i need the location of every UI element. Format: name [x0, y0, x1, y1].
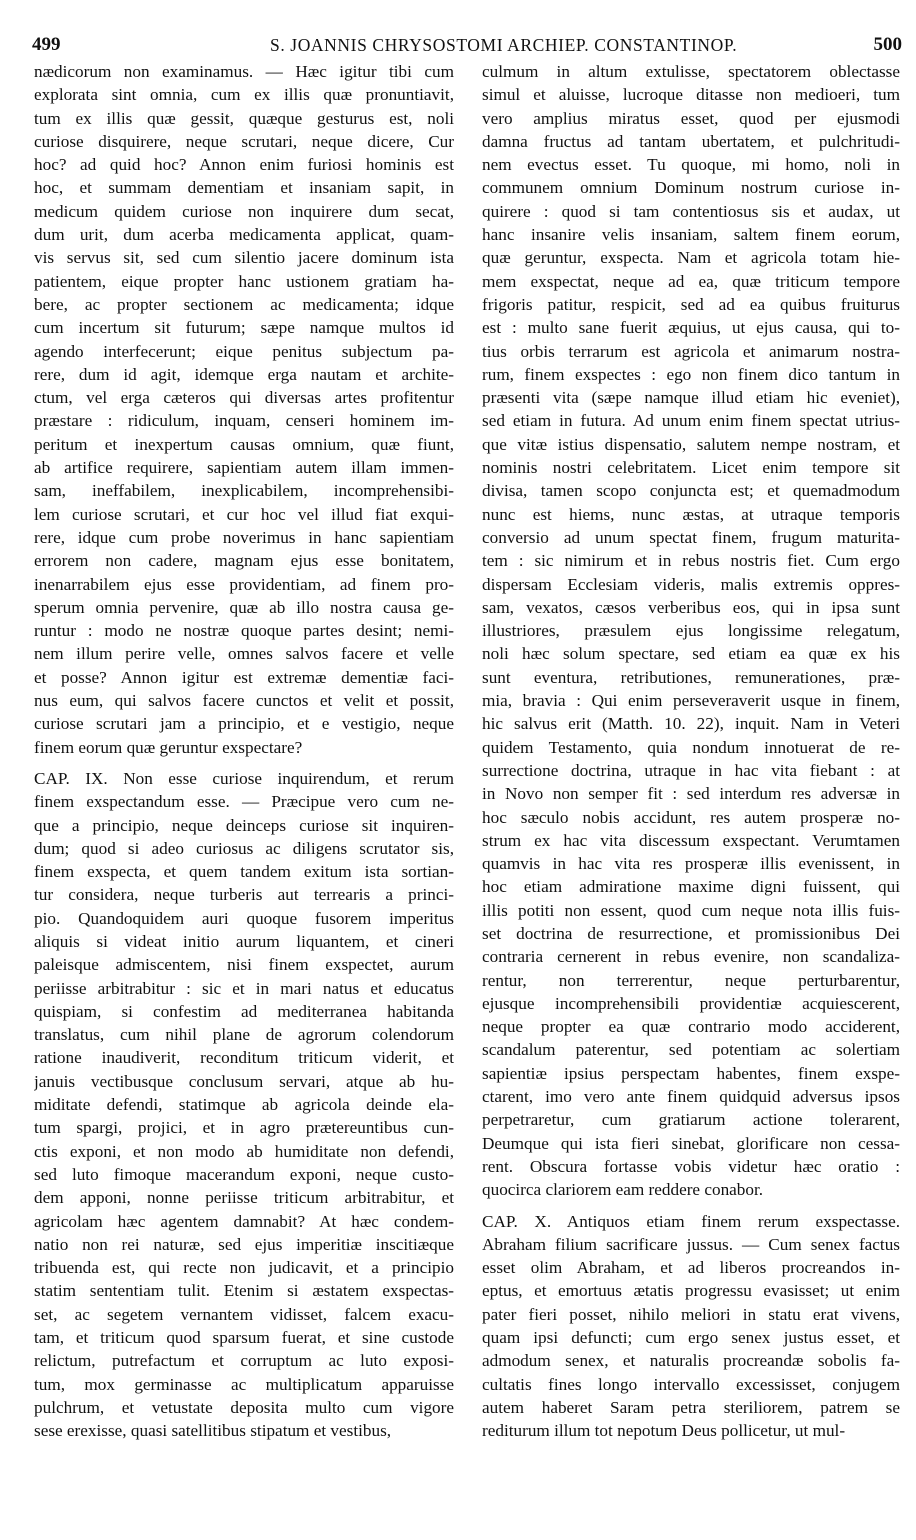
text-line: Abraham filium sacrificare jussus. — Cum senex factus: [482, 1234, 900, 1254]
text-line: strum ex hac vita discessum exspectant. Verumtamen: [482, 830, 900, 850]
text-line: curiose disquirere, neque scrutari, neque dicere, Cur: [34, 131, 454, 151]
running-title: S. JOANNIS CHRYSOSTOMI ARCHIEP. CONSTANTINOP.: [270, 35, 738, 55]
text-line: agendo interfecerunt; eique penitus subjectum pa-: [34, 341, 454, 361]
right-text-column: [482, 60, 900, 1530]
text-line: sunt eventura, retributiones, remunerationes, præ-: [482, 667, 900, 687]
paragraph-gap: [482, 1202, 900, 1210]
text-line: sam, vexatos, cæsos verberibus eos, qui in ipsa sunt: [482, 597, 900, 617]
text-line: pulchrum, et vetustate deposita multo cum vigore: [34, 1397, 454, 1417]
text-line: præsenti vita (sæpe namque illud etiam hic eveniet),: [482, 388, 900, 408]
text-line: runtur : modo ne nostræ quoque partes desint; nemi-: [34, 621, 454, 641]
text-line: conversio ad unum spectat finem, frugum maturita-: [482, 527, 900, 547]
left-text-column: [34, 60, 454, 1530]
text-line: tius orbis terrarum est agricola et animarum nostra-: [482, 341, 900, 361]
text-line: scandalum paterentur, sed potentiam ac solertiam: [482, 1040, 900, 1060]
text-line: communem omnium Dominum nostrum curiose in-: [482, 178, 900, 198]
text-line: tum, mox germinasse ac multiplicatum apparuisse: [34, 1374, 454, 1394]
text-line: nem illum perire velle, omnes salvos facere et velle: [34, 644, 454, 664]
text-line: aliquis si videat initio aurum liquantem, et cineri: [34, 931, 454, 951]
text-line: neque propter ea quæ contrario modo acciderent,: [482, 1017, 900, 1037]
text-line: eptus, et emortuus ætatis progressu evasisset; ut enim: [482, 1281, 900, 1301]
text-line: illis potiti non essent, quod cum neque nota illis fuis-: [482, 900, 900, 920]
text-line: hic salvus erit (Matth. 10. 22), inquit. Nam in Veteri: [482, 714, 900, 734]
text-line: sed luto fimoque macerandum exponi, neque custo-: [34, 1164, 454, 1184]
text-line: sese erexisse, quasi satellitibus stipatum et vestibus,: [34, 1421, 392, 1441]
text-line: tur considera, neque turberis aut terrearis a princi-: [34, 885, 454, 905]
text-line: hanc insanire velis insaniam, saltem finem eorum,: [482, 225, 900, 245]
page-number-right: 500: [873, 34, 902, 55]
text-line: rum, finem exspectes : ego non finem dico tantum in: [482, 364, 900, 384]
text-line: sed etiam in futura. Ad unum enim finem spectat utrius-: [482, 411, 900, 431]
text-line: paleisque admiscentem, nisi finem exspectet, aurum: [34, 955, 454, 975]
text-line: surrectione doctrina, utraque in hac vita fiebant : at: [482, 760, 900, 780]
text-line: hoc sæculo nobis accidunt, res autem prosperæ no-: [482, 807, 900, 827]
text-line: quam ipsi defuncti; cum ergo senex justus esset, et: [482, 1328, 900, 1348]
text-line: mem exspectat, neque ad ea, quæ triticum tempore: [482, 271, 900, 291]
text-line: sam, ineffabilem, inexplicabilem, incomprehensibi-: [34, 481, 454, 501]
text-line: translatus, cum nihil plane de agrorum colendorum: [34, 1025, 454, 1045]
text-line: ctum, vel erga cæteros qui diversas artes profitentur: [34, 388, 454, 408]
text-line: nominis nostri celebritatem. Licet enim tempore sit: [482, 458, 900, 478]
text-line: dum urit, dum acerba medicamenta applicat, quam-: [34, 225, 454, 245]
text-line: nem evectus esset. Tu quoque, mi homo, noli in: [482, 155, 900, 175]
text-line: divisa, tamen scopo conjuncta est; et quemadmodum: [482, 481, 900, 501]
text-line: quidem Testamento, quia nondum innotuerat de re-: [482, 737, 900, 757]
text-line: ab artifice requirere, sapientiam autem illam immen-: [34, 458, 454, 478]
text-line: rere, dum id agit, idemque erga nautam et archite-: [34, 364, 454, 384]
text-line: damna fructus ad tantam ubertatem, et pulchritudi-: [482, 131, 900, 151]
text-line: relictum, putrefactum et corruptum ac luto exposi-: [34, 1351, 454, 1371]
paragraph-gap: [34, 759, 454, 767]
text-line: ejusque incomprehensibili providentiæ acquiescerent,: [482, 993, 900, 1013]
text-line: esset olim Abraham, et ad liberos procreandos in-: [482, 1258, 900, 1278]
text-line: quocirca clariorem eam reddere conabor.: [482, 1180, 764, 1200]
text-line: cum incertum sit futurum; sæpe namque multos id: [34, 318, 454, 338]
text-line: hoc etiam admiratione maxime digni fuissent, qui: [482, 877, 900, 897]
text-line: finem eorum quæ geruntur exspectare?: [34, 737, 303, 757]
text-line: patientem, eique propter hanc ustionem gratiam ha-: [34, 271, 454, 291]
text-line: quæ geruntur, exspecta. Nam et agricola totam hie-: [482, 248, 900, 268]
text-line: tum ex illis quæ gessit, quæque gesturus est, noli: [34, 108, 454, 128]
text-line: agricolam hæc agentem damnabit? At hæc condem-: [34, 1211, 454, 1231]
text-line: ctarent, imo vero ante finem quidquid adversus ipsos: [482, 1087, 900, 1107]
text-line: vero amplius miratus esset, quod per ejusmodi: [482, 108, 900, 128]
text-line: bere, ac propter sectionem ac medicamenta; idque: [34, 294, 454, 314]
text-line: in Novo non semper fit : sed interdum res adversæ in: [482, 784, 900, 804]
text-line: rediturum illum tot nepotum Deus pollicetur, ut mul-: [482, 1421, 846, 1441]
text-line: errorem non cadere, magnam ejus esse bonitatem,: [34, 551, 454, 571]
text-line: finem exspecta, et quem tandem exitum ista sortian-: [34, 862, 454, 882]
text-line: pater fieri posset, nihilo meliori in statu erat vivens,: [482, 1304, 900, 1324]
text-line: pio. Quandoquidem auri quoque fusorem imperitus: [34, 908, 454, 928]
text-line: explorata sint omnia, cum ex illis quæ pronuntiavit,: [34, 85, 454, 105]
page-number-left: 499: [32, 34, 61, 55]
text-line: miditate defendi, statimque ab agricola deinde ela-: [34, 1095, 454, 1115]
text-line: et posse? Annon igitur est extremæ dementiæ faci-: [34, 667, 454, 687]
text-line: nus eum, qui salvos facere cunctos et velit et possit,: [34, 691, 454, 711]
text-line: noli hæc solum spectare, sed etiam ea quæ ex his: [482, 644, 900, 664]
text-line: que a principio, neque deinceps curiose sit inquiren-: [34, 815, 454, 835]
text-line: periisse arbitrabitur : sic et in mari natus et educatus: [34, 978, 454, 998]
text-line: sapientiæ ipsius perspectam habentes, finem exspe-: [482, 1063, 900, 1083]
text-line: culmum in altum extulisse, spectatorem oblectasse: [482, 62, 900, 81]
text-line: quirere : quod si tam contentiosus sis et audax, ut: [482, 201, 900, 221]
text-line: illustriores, præsulem ejus longissime relegatum,: [482, 621, 900, 641]
text-line: medicum quidem curiose non inquirere dum secat,: [34, 201, 454, 221]
text-line: cultatis fines longo intervallo excessisset, conjugem: [482, 1374, 900, 1394]
text-line: tem : sic nimirum et in rebus nostris fiet. Cum ergo: [482, 551, 900, 571]
text-line: vis servus sit, sed cum silentio jacere dominum ista: [34, 248, 454, 268]
text-line: est : multo sane fuerit æquius, ut ejus causa, qui to-: [482, 318, 900, 338]
text-line: admodum senex, et naturalis procreandæ sobolis fa-: [482, 1351, 900, 1371]
text-line: nædicorum non examinamus. — Hæc igitur tibi cum: [34, 62, 454, 81]
text-line: finem exspectandum esse. — Præcipue vero cum ne-: [34, 792, 454, 812]
text-line: tam, et triticum quod sparsum fuerat, et sine custode: [34, 1328, 454, 1348]
text-line: autem haberet Saram petra steriliorem, patrem se: [482, 1397, 900, 1417]
text-line: ctis exponi, et non modo ab humiditate non defendi,: [34, 1141, 454, 1161]
running-header: [32, 34, 902, 60]
text-line: statim sententiam tulit. Etenim si æstatem exspectas-: [34, 1281, 454, 1301]
text-line: curiose scrutari jam a principio, et e vestigio, neque: [34, 714, 454, 734]
text-line: ratione inaudiverit, reconditum triticum viderit, et: [34, 1048, 454, 1068]
text-line: dispersam Ecclesiam videris, malis extremis oppres-: [482, 574, 900, 594]
text-line: tribuenda est, qui recte non judicavit, et a principio: [34, 1258, 454, 1278]
text-line: natio non rei naturæ, sed ejus imperitiæ inscitiæque: [34, 1234, 454, 1254]
text-line: simul et aluisse, lucroque ditasse non medioeri, tum: [482, 85, 900, 105]
text-line: set, ac segetem vernantem vidisset, falcem exacu-: [34, 1304, 454, 1324]
text-line: frigoris patitur, respicit, sed ad ea quibus fruiturus: [482, 294, 900, 314]
text-line: rentur, non terrerentur, neque perturbarentur,: [482, 970, 900, 990]
text-line: set doctrina de resurrectione, et promissionibus Dei: [482, 923, 900, 943]
text-line: Deumque qui ista fieri sinebat, glorificare non cessa-: [482, 1133, 900, 1153]
text-line: perpetraretur, cum gratiarum actione tolerarent,: [482, 1110, 900, 1130]
text-line: rent. Obscura fortasse vobis videtur hæc oratio :: [482, 1156, 900, 1176]
text-line: nunc est hiems, nunc æstas, at utraque temporis: [482, 504, 900, 524]
text-line: sperum omnia pervenire, quæ ab illo nostra causa ge-: [34, 597, 454, 617]
text-line: mia, bravia : Qui enim perseveraverit usque in finem,: [482, 691, 900, 711]
text-line: præstare : ridiculum, inquam, censeri hominem im-: [34, 411, 454, 431]
text-line: contraria cernerent in rebus evenire, non scandaliza-: [482, 947, 900, 967]
text-line: hoc, et summam dementiam et insaniam sapit, in: [34, 178, 454, 198]
text-line: dum; quod si adeo curiosus ac diligens scrutator sis,: [34, 838, 454, 858]
text-line: rere, idque cum probe noverimus in hanc sapientiam: [34, 527, 454, 547]
text-line: quispiam, si confestim ad mediterranea habitanda: [34, 1001, 454, 1021]
text-line: dem apponi, nonne periisse triticum arbitrabitur, et: [34, 1188, 454, 1208]
text-line: tum spargi, projici, et in agro prætereuntibus cun-: [34, 1118, 454, 1138]
text-line: peritum et inexpertum causas omnium, quæ fiunt,: [34, 434, 454, 454]
text-line: quamvis in hac vita res prosperæ illis evenissent, in: [482, 854, 900, 874]
text-line: CAP. IX. Non esse curiose inquirendum, et rerum: [34, 768, 454, 788]
text-line: CAP. X. Antiquos etiam finem rerum exspectasse.: [482, 1211, 900, 1231]
text-line: que vitæ istius dispensatio, salutem nempe nostram, et: [482, 434, 900, 454]
text-line: januis vectibusque conclusum servari, atque ab hu-: [34, 1071, 454, 1091]
text-line: inenarrabilem ejus esse providentiam, ad finem pro-: [34, 574, 454, 594]
text-line: hoc? ad quid hoc? Annon enim furiosi hominis est: [34, 155, 454, 175]
text-line: lem curiose scrutari, et cur hoc vel illud fiat exqui-: [34, 504, 454, 524]
